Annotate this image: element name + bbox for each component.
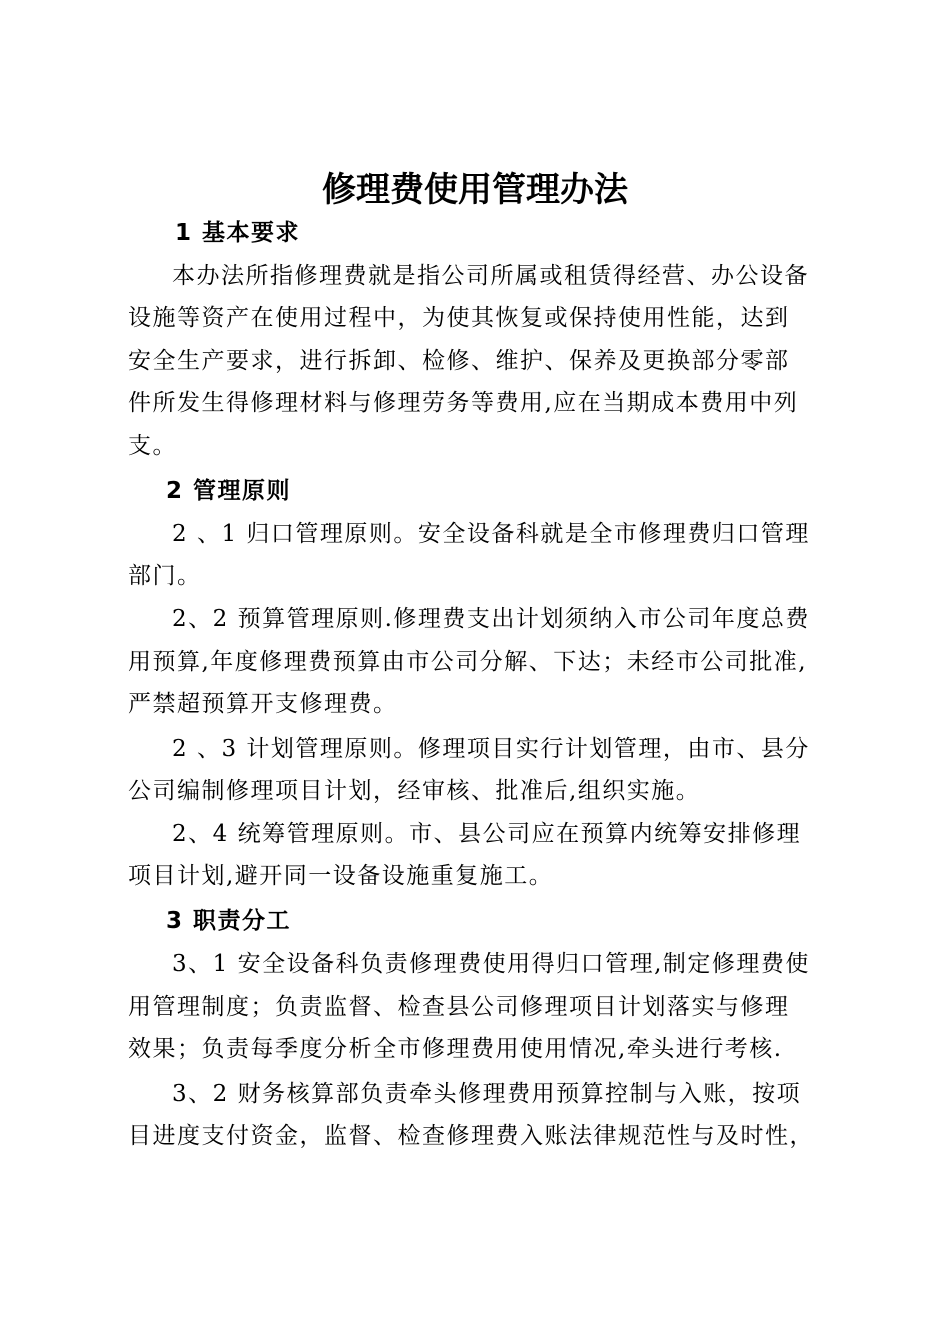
paragraph-line: 2 、3 计划管理原则。修理项目实行计划管理，由市、县分 bbox=[172, 736, 810, 762]
paragraph-line: 安全生产要求，进行拆卸、检修、维护、保养及更换部分零部 bbox=[128, 348, 790, 374]
paragraph-line: 项目计划,避开同一设备设施重复施工。 bbox=[128, 863, 554, 889]
paragraph-line: 目进度支付资金，监督、检查修理费入账法律规范性与及时性， bbox=[128, 1123, 814, 1149]
paragraph-line: 支。 bbox=[128, 433, 177, 459]
paragraph-line: 3、2 财务核算部负责牵头修理费用预算控制与入账，按项 bbox=[172, 1081, 802, 1107]
section-heading: 3 职责分工 bbox=[166, 908, 292, 934]
document-title: 修理费使用管理办法 bbox=[322, 170, 628, 210]
section-heading: 1 基本要求 bbox=[175, 220, 301, 246]
paragraph-line: 本办法所指修理费就是指公司所属或租赁得经营、办公设备 bbox=[172, 263, 809, 289]
paragraph-line: 件所发生得修理材料与修理劳务等费用,应在当期成本费用中列 bbox=[128, 390, 799, 416]
paragraph-line: 效果；负责每季度分析全市修理费用使用情况,牵头进行考核. bbox=[128, 1036, 783, 1062]
paragraph-line: 2、2 预算管理原则.修理费支出计划须纳入市公司年度总费 bbox=[172, 606, 810, 632]
paragraph-line: 部门。 bbox=[128, 563, 202, 589]
paragraph-line: 用管理制度；负责监督、检查县公司修理项目计划落实与修理 bbox=[128, 994, 790, 1020]
paragraph-line: 用预算,年度修理费预算由市公司分解、下达；未经市公司批准, bbox=[128, 649, 808, 675]
paragraph-line: 3、1 安全设备科负责修理费使用得归口管理,制定修理费使 bbox=[172, 951, 810, 977]
paragraph-line: 2 、1 归口管理原则。安全设备科就是全市修理费归口管理 bbox=[172, 521, 810, 547]
paragraph-line: 公司编制修理项目计划，经审核、批准后,组织实施。 bbox=[128, 778, 701, 804]
section-heading: 2 管理原则 bbox=[166, 478, 292, 504]
paragraph-line: 设施等资产在使用过程中，为使其恢复或保持使用性能，达到 bbox=[128, 305, 790, 331]
paragraph-line: 2、4 统筹管理原则。市、县公司应在预算内统筹安排修理 bbox=[172, 821, 802, 847]
paragraph-line: 严禁超预算开支修理费。 bbox=[128, 691, 398, 717]
